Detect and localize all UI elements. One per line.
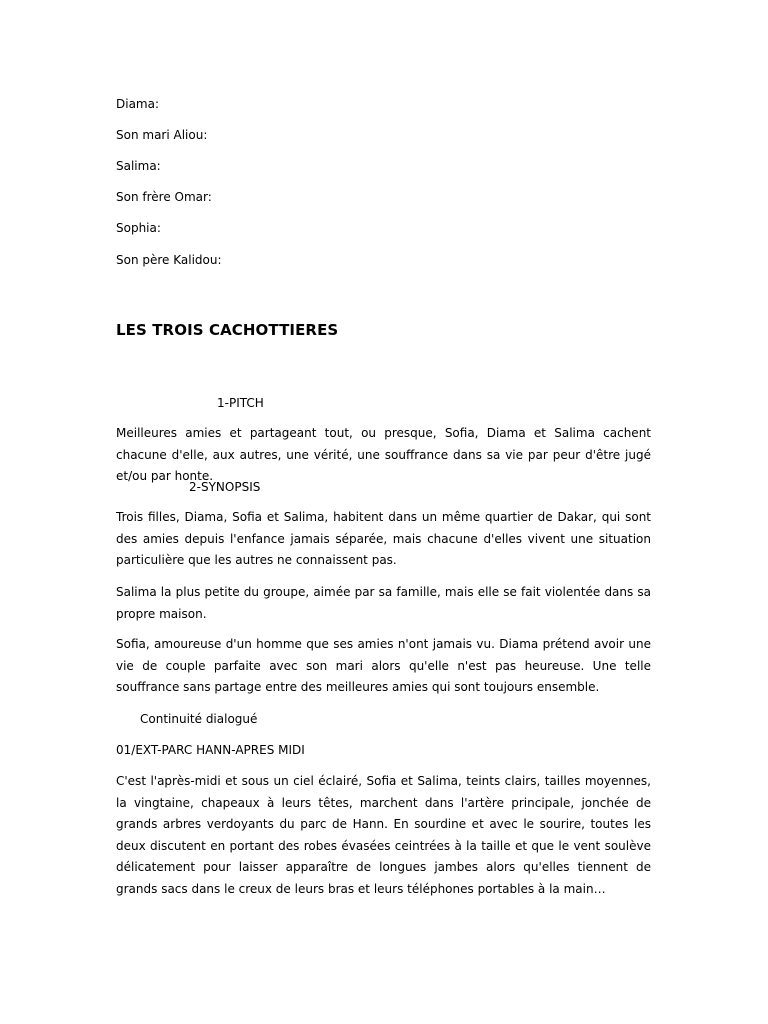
character-diama: Diama:	[116, 97, 160, 111]
scene-heading: 01/EXT-PARC HANN-APRES MIDI	[116, 743, 305, 757]
pitch-heading: 1-PITCH	[217, 396, 264, 410]
character-salima: Salima:	[116, 159, 161, 173]
character-aliou: Son mari Aliou:	[116, 128, 208, 142]
pitch-paragraph: Meilleures amies et partageant tout, ou presque, Sofia, Diama et Salima cachent chacune d'elle, aux autres, une vérité, une souffrance dans sa vie par peur d'être jugé et/ou par honte.	[116, 426, 651, 483]
synopsis-heading: 2-SYNOPSIS	[189, 480, 261, 494]
synopsis-paragraph-3: Sofia, amoureuse d'un homme que ses amies n'ont jamais vu. Diama prétend avoir une vie de couple parfaite avec son mari alors qu'elle n'est pas heureuse. Une telle souffrance sans partage entre des meilleures amies qui sont toujours ensemble.	[116, 637, 651, 694]
document-title: LES TROIS CACHOTTIERES	[116, 321, 339, 339]
character-kalidou: Son père Kalidou:	[116, 253, 222, 267]
scene-paragraph: C'est l'après-midi et sous un ciel éclairé, Sofia et Salima, teints clairs, tailles moyennes, la vingtaine, chapeaux à leurs têtes, marchent dans l'artère principale, jonchée de grands arbres verdoyants du parc de Hann. En sourdine et avec le sourire, toutes les deux discutent en portant des robes évasées ceintrées à la taille et que le vent soulève délicatement pour laisser apparaître de longues jambes alors qu'elles tiennent de grands sacs dans le creux de leurs bras et leurs téléphones portables à la main…	[116, 774, 651, 896]
character-sophia: Sophia:	[116, 221, 161, 235]
continuity-heading: Continuité dialogué	[140, 712, 258, 726]
synopsis-paragraph-1: Trois filles, Diama, Sofia et Salima, habitent dans un même quartier de Dakar, qui sont des amies depuis l'enfance jamais séparée, mais chacune d'elles vivent une situation particulière que les autres ne connaissent pas.	[116, 510, 651, 567]
synopsis-paragraph-2: Salima la plus petite du groupe, aimée par sa famille, mais elle se fait violentée dans sa propre maison.	[116, 585, 651, 621]
character-omar: Son frère Omar:	[116, 190, 212, 204]
